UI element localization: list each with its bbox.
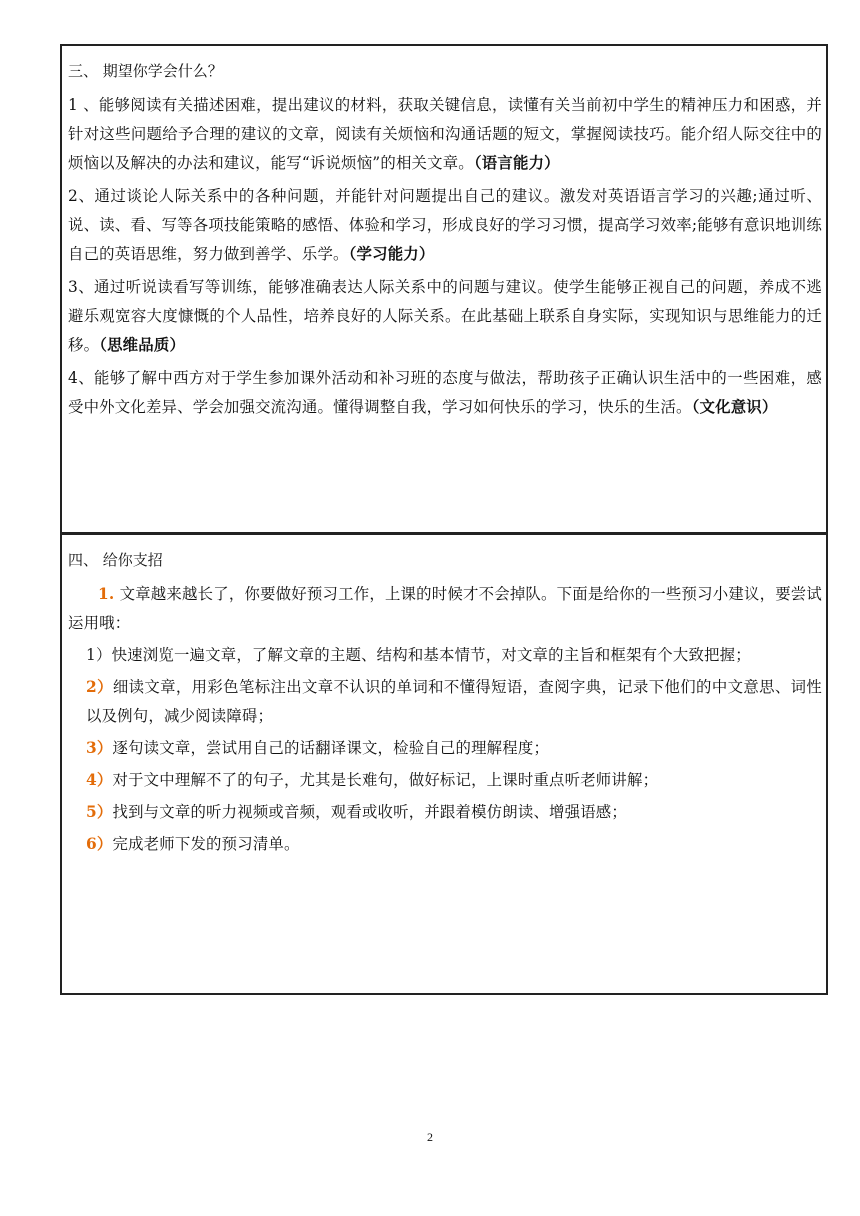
objective-4: 4、能够了解中西方对于学生参加课外活动和补习班的态度与做法，帮助孩子正确认识生活中的一些困难，感受中外文化差异、学会加强交流沟通。懂得调整自我，学习如何快乐的学习，快乐的生活。（文化意识） bbox=[68, 369, 822, 416]
section-4-box bbox=[60, 533, 828, 995]
section-4-heading: 四、 给你支招 bbox=[68, 551, 163, 569]
objective-1: 1 、能够阅读有关描述困难，提出建议的材料，获取关键信息，读懂有关当前初中学生的精神压力和困惑，并针对这些问题给予合理的建议的文章，阅读有关烦恼和沟通话题的短文，掌握阅读技巧。能介绍人际交往中的烦恼以及解决的办法和建议，能写“诉说烦恼”的相关文章。（语言能力） bbox=[68, 96, 822, 172]
objective-3: 3、通过听说读看写等训练，能够准确表达人际关系中的问题与建议。使学生能够正视自己的问题，养成不逃避乐观宽容大度慷慨的个人品性，培养良好的人际关系。在此基础上联系自身实际，实现知识与思维能力的迁移。（思维品质） bbox=[68, 278, 822, 354]
objective-2-tag: （学习能力） bbox=[348, 245, 435, 263]
section-3-box bbox=[60, 44, 828, 534]
tip-1: 1）快速浏览一遍文章，了解文章的主题、结构和基本情节，对文章的主旨和框架有个大致把握； bbox=[86, 646, 751, 664]
tip-4: 4）对于文中理解不了的句子，尤其是长难句，做好标记，上课时重点听老师讲解； bbox=[86, 771, 659, 789]
tips-intro: 1. 文章越来越长了，你要做好预习工作，上课的时候才不会掉队。下面是给你的一些预习小建议，要尝试运用哦： bbox=[68, 585, 822, 632]
objective-4-tag: （文化意识） bbox=[691, 398, 778, 416]
objective-3-tag: （思维品质） bbox=[99, 336, 186, 354]
tip-6: 6）完成老师下发的预习清单。 bbox=[86, 835, 300, 853]
tip-3: 3）逐句读文章，尝试用自己的话翻译课文，检验自己的理解程度； bbox=[86, 739, 550, 757]
objective-1-tag: （语言能力） bbox=[473, 154, 560, 172]
objective-2: 2、通过谈论人际关系中的各种问题，并能针对问题提出自己的建议。激发对英语语言学习的兴趣;通过听、说、读、看、写等各项技能策略的感悟、体验和学习，形成良好的学习习惯，提高学习效率;能够有意识地训练自己的英语思维，努力做到善学、乐学。（学习能力） bbox=[68, 187, 822, 263]
tip-5: 5）找到与文章的听力视频或音频，观看或收听，并跟着模仿朗读、增强语感； bbox=[86, 803, 627, 821]
page-number: 2 bbox=[427, 1130, 433, 1144]
tip-2: 2）细读文章，用彩色笔标注出文章不认识的单词和不懂得短语，查阅字典，记录下他们的中文意思、词性以及例句，减少阅读障碍； bbox=[86, 678, 822, 725]
section-3-heading: 三、 期望你学会什么？ bbox=[68, 62, 223, 80]
